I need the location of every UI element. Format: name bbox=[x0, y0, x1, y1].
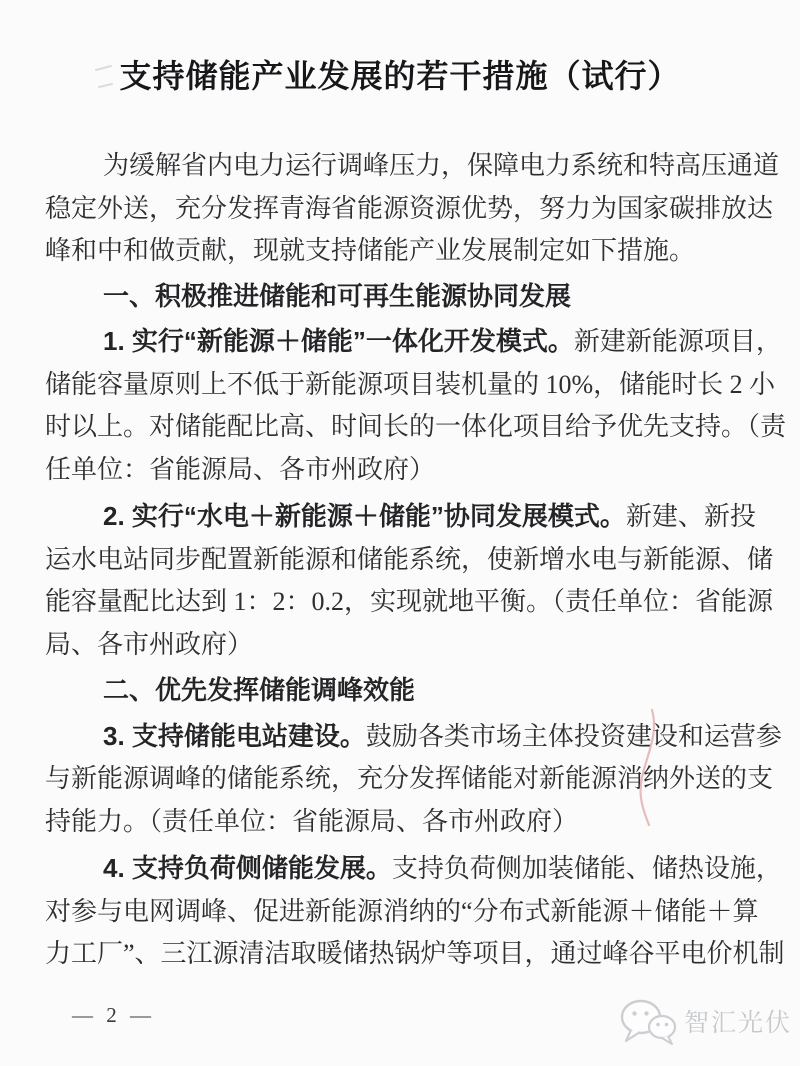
line-text: 新建、新投 bbox=[625, 502, 756, 531]
line-text: 峰和中和做贡献，现就支持储能产业发展制定如下措施。 bbox=[45, 236, 696, 265]
line-bold-text: 1. 实行“新能源＋储能”一体化开发模式。 bbox=[103, 326, 574, 356]
line-text: 运水电站同步配置新能源和储能系统，使新增水电与新能源、储 bbox=[45, 544, 774, 574]
line-bold-text: 二、优先发挥储能调峰效能 bbox=[103, 675, 416, 705]
line-text: 储能容量原则上不低于新能源项目装机量的 10%，储能时长 2 小 bbox=[45, 369, 776, 399]
wechat-icon bbox=[618, 996, 678, 1046]
line-text: 与新能源调峰的储能系统，充分发挥储能对新能源消纳外送的支 bbox=[45, 764, 774, 793]
text-line bbox=[45, 800, 755, 843]
text-line bbox=[45, 890, 759, 933]
page-number: — 2 — bbox=[72, 1003, 155, 1027]
line-text: 局、各市州政府） bbox=[45, 629, 254, 659]
line-text: 鼓励各类市场主体投资建设和运营参 bbox=[365, 721, 782, 751]
line-text: 任单位：省能源局、各市州政府） bbox=[45, 454, 436, 484]
text-line bbox=[45, 715, 782, 758]
text-line bbox=[45, 144, 780, 187]
section-heading bbox=[45, 275, 755, 318]
line-text: 力工厂”、三江源清洁取暖储热锅炉等项目，通过峰谷平电价机制 bbox=[45, 939, 785, 968]
text-line bbox=[45, 187, 774, 230]
text-line bbox=[45, 580, 774, 623]
line-bold-text: 2. 实行“水电＋新能源＋储能”协同发展模式。 bbox=[103, 501, 626, 531]
text-line bbox=[45, 320, 782, 363]
document-body bbox=[45, 144, 787, 975]
section-heading bbox=[45, 669, 755, 712]
watermark-text: 智汇光伏 bbox=[683, 1009, 792, 1037]
text-line bbox=[45, 623, 755, 666]
line-text: 支持负荷侧加装储能、储热设施， bbox=[391, 854, 782, 883]
line-bold-text: 3. 支持储能电站建设。 bbox=[103, 720, 366, 751]
text-line bbox=[45, 757, 774, 800]
line-text: 持能力。（责任单位：省能源局、各市州政府） bbox=[45, 806, 579, 836]
line-bold-text: 4. 支持负荷侧储能发展。 bbox=[103, 853, 392, 883]
line-text: 为缓解省内电力运行调峰压力，保障电力系统和特高压通道 bbox=[103, 151, 780, 180]
text-line bbox=[45, 363, 776, 406]
text-line bbox=[45, 538, 774, 581]
line-text: 新建新能源项目， bbox=[573, 327, 782, 356]
text-line bbox=[45, 847, 782, 890]
line-text: 能容量配比达到 1：2：0.2，实现就地平衡。（责任单位：省能源 bbox=[45, 587, 774, 616]
line-text: 时以上。对储能配比高、时间长的一体化项目给予优先支持。（责 bbox=[45, 412, 787, 441]
line-bold-text: 一、积极推进储能和可再生能源协同发展 bbox=[103, 280, 572, 311]
text-line bbox=[45, 405, 787, 448]
watermark bbox=[618, 996, 792, 1046]
text-line bbox=[45, 229, 755, 272]
line-text: 对参与电网调峰、促进新能源消纳的“分布式新能源＋储能＋算 bbox=[45, 896, 759, 926]
text-line bbox=[45, 932, 785, 975]
text-line bbox=[45, 495, 755, 538]
text-line bbox=[45, 448, 755, 491]
line-text: 稳定外送，充分发挥青海省能源资源优势，努力为国家碳排放达 bbox=[45, 193, 774, 223]
document-title: 支持储能产业发展的若干措施（试行） bbox=[119, 58, 681, 94]
